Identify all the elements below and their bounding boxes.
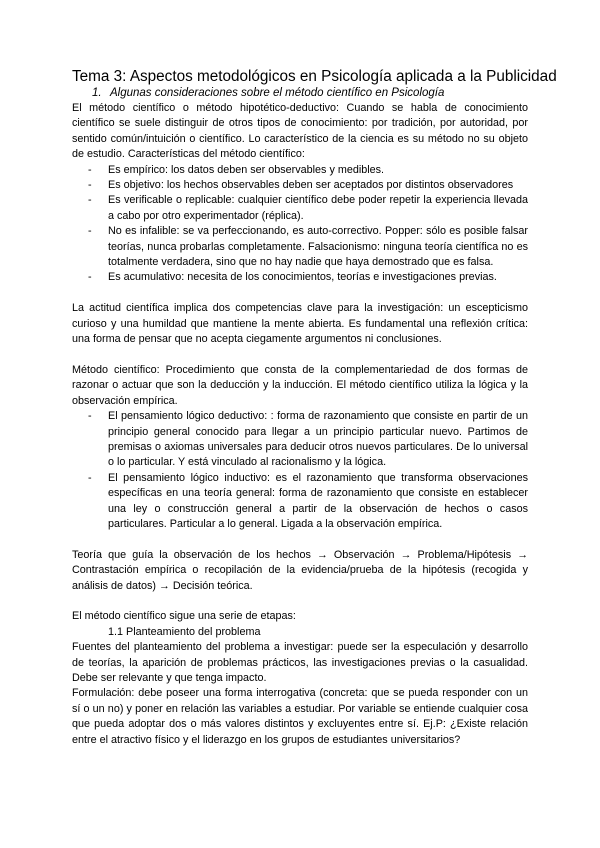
spacer (72, 347, 528, 362)
list-item: - Es objetivo: los hechos observables deben ser aceptados por distintos observadores (108, 178, 528, 193)
list-item: - Es acumulativo: necesita de los conocimientos, teorías e investigaciones previas. (108, 270, 528, 285)
document-page (72, 68, 557, 748)
reasoning-list (72, 409, 528, 532)
list-item: - Es verificable o replicable: cualquier científico debe poder repetir la experiencia llevada a cabo por otro experimentador (réplica). (108, 193, 528, 224)
list-item: - El pensamiento lógico inductivo: es el razonamiento que transforma observaciones específicas en una teoría general: forma de razonamiento que consiste en establecer una ley o construcción general a partir de la observación de hechos o casos particulares. Particular a lo general. Ligada a la observación empírica. (108, 471, 528, 533)
stages-paragraph: El método científico sigue una serie de etapas: (72, 610, 296, 623)
attitude-paragraph: La actitud científica implica dos competencias clave para la investigación: un escepticismo curioso y una humildad que mantiene la mente abierta. Es fundamental una reflexión crítica: una forma de pensar que no acepta ciegamente argumentos ni conclusiones. (72, 302, 528, 346)
formulation-paragraph: Formulación: debe poseer una forma interrogativa (concreta: que se pueda responder con un sí o un no) y poner en relación las variables a estudiar. Por variable se entiende cualquier cosa que pueda adoptar dos o más valores distintos y excluyentes entre sí. Ej.P: ¿Existe relación entre el atractivo físico y el liderazgo en los grupos de estudiantes universitarios? (72, 687, 528, 746)
section-number: 1. (92, 87, 102, 99)
spacer (72, 532, 528, 547)
subsection-heading: 1.1 Planteamiento del problema (108, 625, 261, 638)
list-item: - No es infalible: se va perfeccionando, es auto-correctivo. Popper: sólo es posible falsar teorías, nunca probarlas completamente. Falsacionismo: ninguna teoría científica no es totalmente verdadera, sino que no hay nadie que haya demostrado que es falsa. (108, 224, 528, 270)
document-title: Tema 3: Aspectos metodológicos en Psicología aplicada a la Publicidad (72, 68, 557, 85)
sources-paragraph: Fuentes del planteamiento del problema a investigar: puede ser la especulación y desarrollo de teorías, la aparición de problemas prácticos, las investigaciones previas o la casualidad. Debe ser relevante y que tenga impacto. (72, 641, 528, 684)
characteristics-list (72, 163, 528, 286)
list-item: - Es empírico: los datos deben ser observables y medibles. (108, 163, 528, 178)
spacer (72, 286, 528, 301)
list-item: - El pensamiento lógico deductivo: : forma de razonamiento que consiste en partir de un principio general conocido para llegar a un principio particular nuevo. Partimos de premisas o axiomas universales para deducir otros nuevos particulares. De lo universal o lo particular. Y está vinculado al racionalismo y la lógica. (108, 409, 528, 471)
section-heading-text: Algunas consideraciones sobre el método científico en Psicología (110, 87, 445, 99)
method-paragraph: Método científico: Procedimiento que consta de la complementariedad de dos formas de razonar o actuar que son la deducción y la inducción. El método científico utiliza la lógica y la observación empírica. (72, 363, 528, 407)
spacer (72, 594, 528, 609)
section-heading (92, 87, 528, 99)
theory-flow-paragraph: Teoría que guía la observación de los hechos → Observación → Problema/Hipótesis → Contrastación empírica o recopilación de la evidencia/prueba de la hipótesis (recogida y análisis de datos) → Decisión teórica. (72, 548, 528, 592)
intro-paragraph: El método científico o método hipotético-deductivo: Cuando se habla de conocimiento científico se suele distinguir de otros tipos de conocimiento: por tradición, por autoridad, por sentido común/intuición o científico. Lo característico de la ciencia es su método no su objeto de estudio. Características del método científico: (72, 102, 528, 161)
